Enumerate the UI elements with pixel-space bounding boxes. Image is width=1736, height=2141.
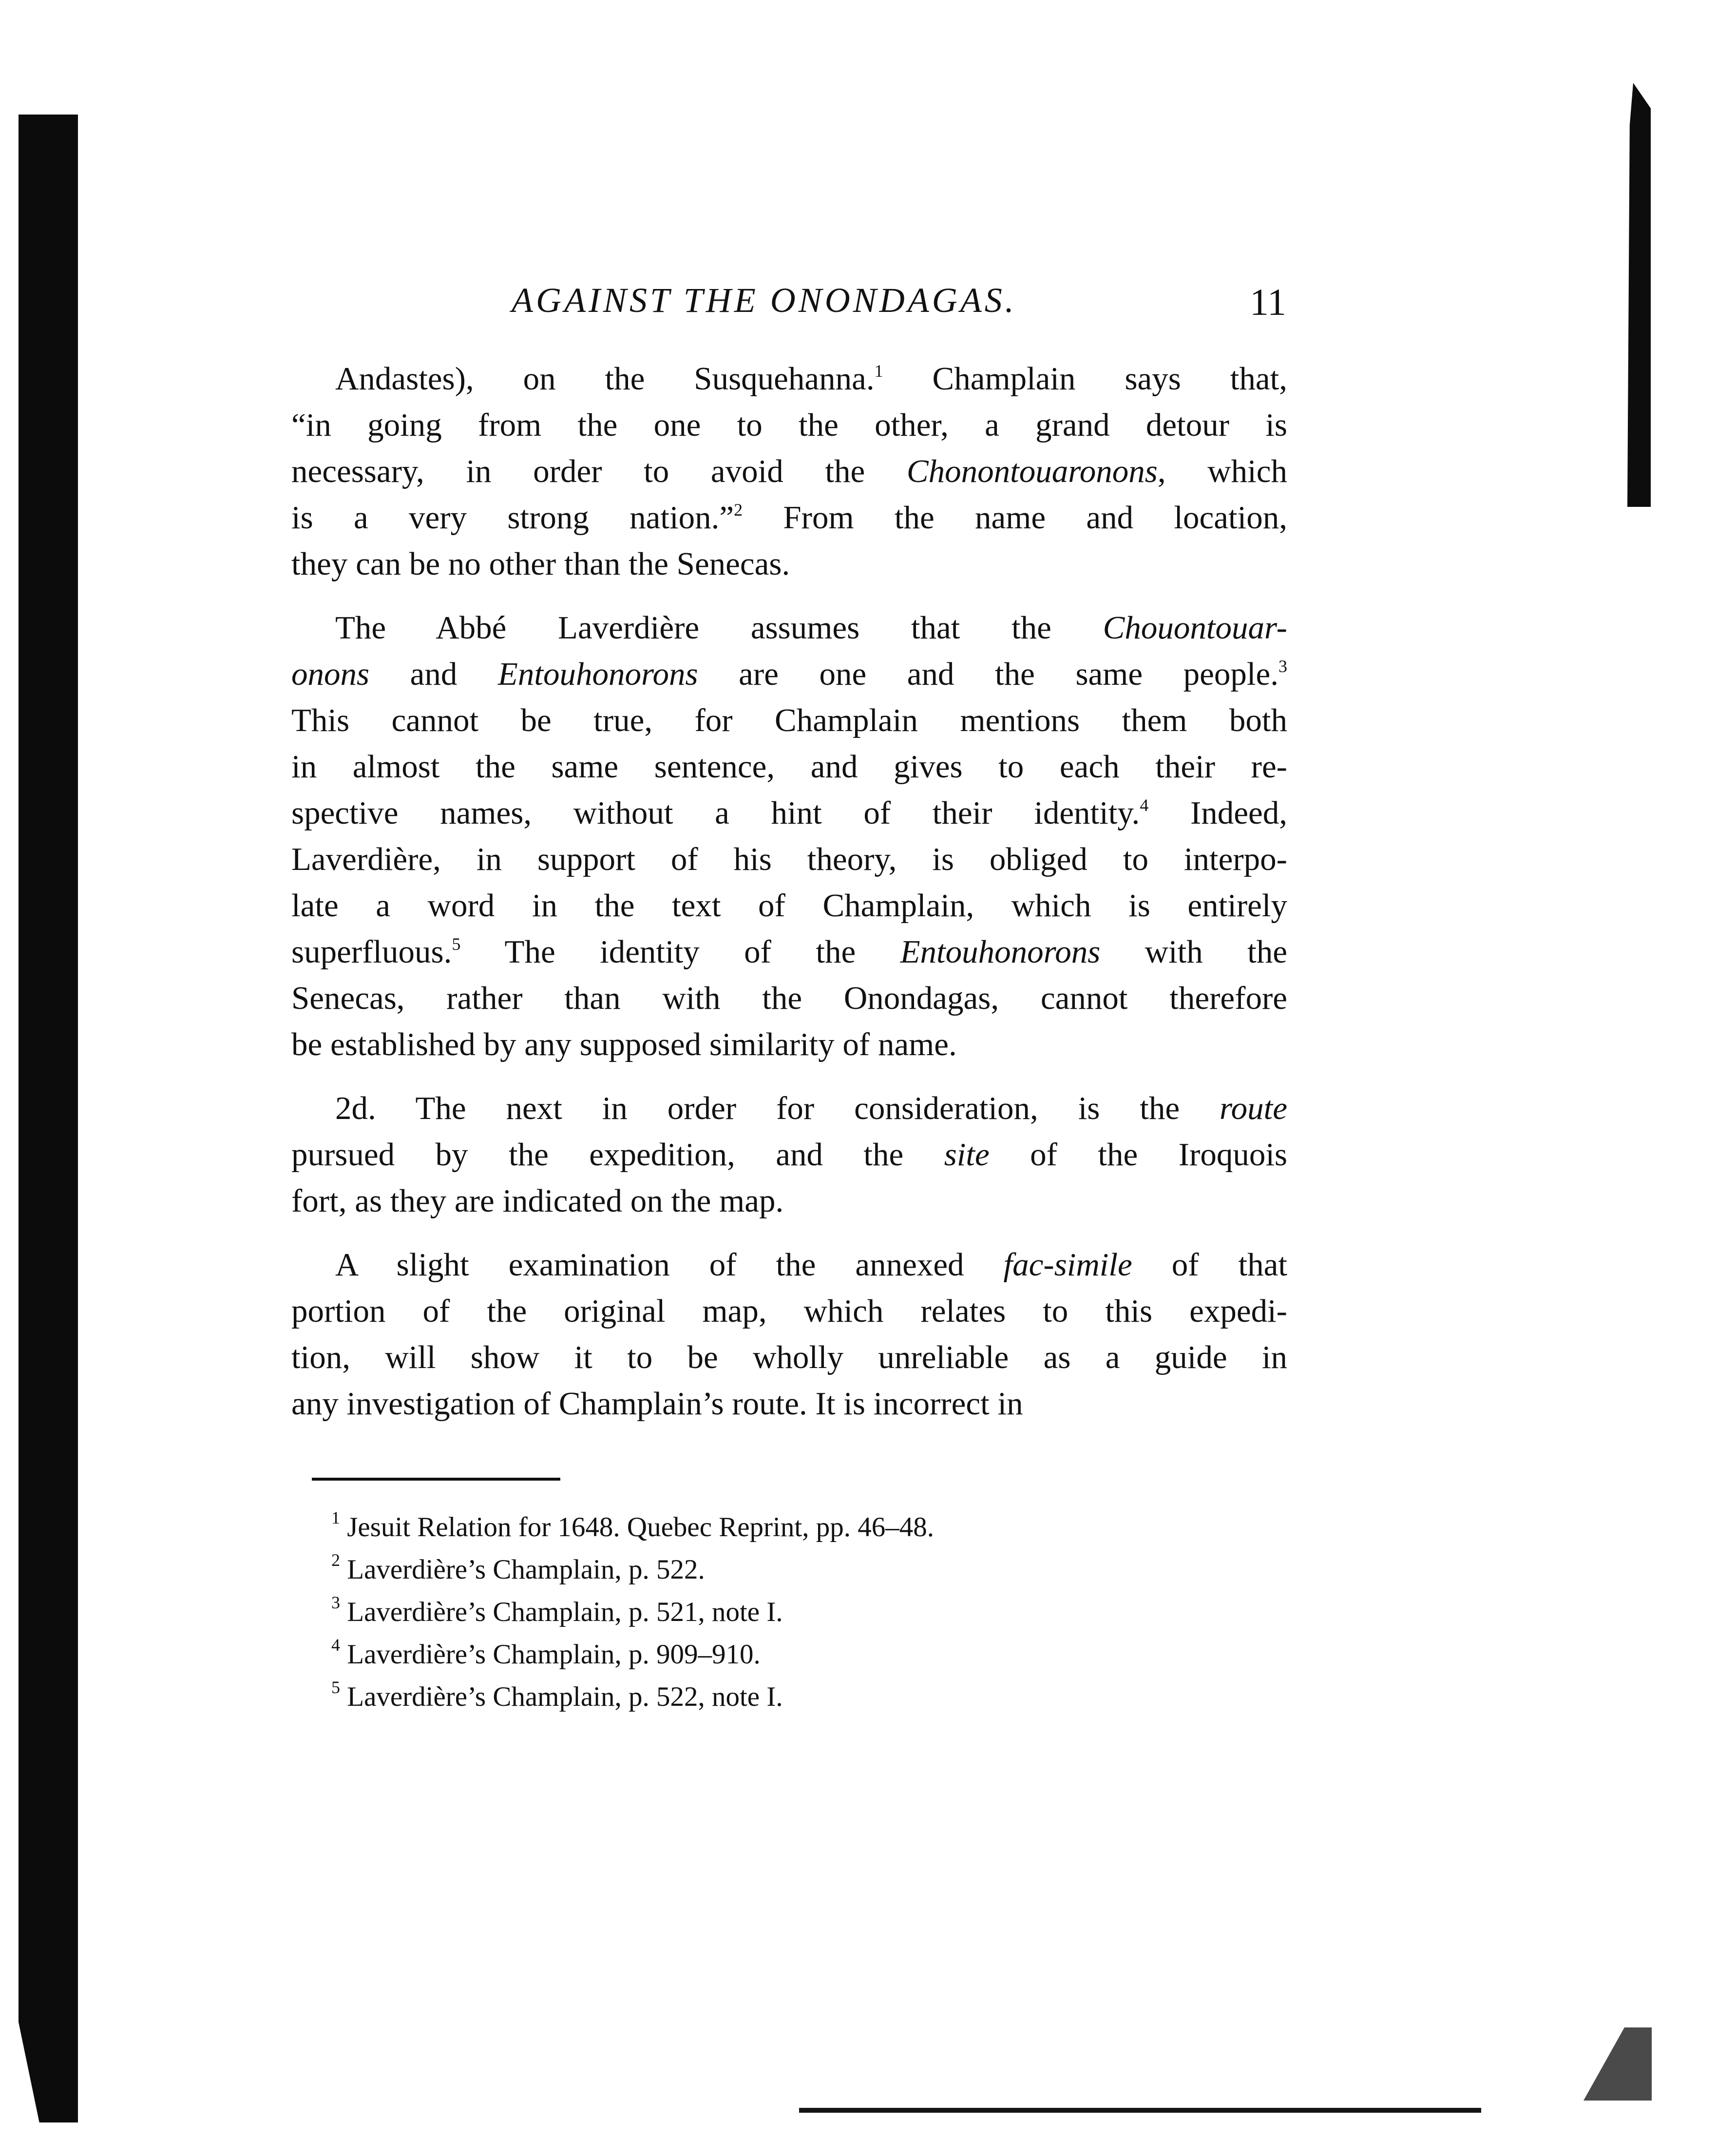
- text-run: tion, will show it to be wholly unreliable as a guide in: [291, 1339, 1287, 1375]
- page-number: 11: [1249, 281, 1286, 323]
- text-line: [291, 975, 1287, 1022]
- text-run: necessary, in order to avoid the: [291, 453, 907, 489]
- text-run: Senecas, rather than with the Onondagas, cannot therefore: [291, 980, 1287, 1016]
- text-run: any investigation of Champlain’s route. It is incorrect in: [291, 1386, 1023, 1422]
- footnote-reference: 4: [1140, 795, 1149, 815]
- footnote-text: Laverdière’s Champlain, p. 909–910.: [340, 1639, 761, 1670]
- body-text: [291, 356, 1287, 1445]
- text-run: 2d. The next in order for consideration, is the: [335, 1090, 1220, 1126]
- text-line: [291, 402, 1287, 448]
- footnote: [331, 1633, 1306, 1676]
- footnotes: [331, 1506, 1306, 1718]
- text-line: [291, 448, 1287, 495]
- footnote: [331, 1591, 1306, 1633]
- paragraph: [291, 605, 1287, 1068]
- text-line: [291, 495, 1287, 541]
- text-line: [291, 1178, 1287, 1224]
- text-run: be established by any supposed similarity of name.: [291, 1026, 957, 1062]
- text-run: From the name and location,: [743, 500, 1287, 536]
- text-run: The identity of the: [460, 934, 900, 970]
- running-title: AGAINST THE ONONDAGAS.: [512, 281, 1017, 320]
- text-line: [291, 1242, 1287, 1288]
- text-line: [291, 1132, 1287, 1178]
- italic-text: fac-simile: [1003, 1247, 1132, 1283]
- italic-text: Chonontouaronons: [906, 453, 1158, 489]
- text-run: Indeed,: [1148, 795, 1287, 831]
- page-header: [292, 280, 1286, 324]
- text-run: with the: [1100, 934, 1287, 970]
- text-line: [291, 744, 1287, 790]
- text-line: [291, 541, 1287, 587]
- text-run: Laverdière, in support of his theory, is obliged to interpo-: [291, 841, 1287, 877]
- italic-text: Entouhonorons: [900, 934, 1101, 970]
- italic-text: Chouontouar-: [1103, 610, 1287, 646]
- scan-edge-right-bottom: [1583, 2027, 1652, 2101]
- footnote: [331, 1506, 1306, 1548]
- footnote-text: Jesuit Relation for 1648. Quebec Reprint, pp. 46–48.: [340, 1512, 934, 1543]
- text-run: is a very strong nation.”: [291, 500, 734, 536]
- footnote-text: Laverdière’s Champlain, p. 522.: [340, 1554, 705, 1585]
- text-line: [291, 605, 1287, 651]
- text-run: The Abbé Laverdière assumes that the: [335, 610, 1103, 646]
- text-run: , which: [1157, 453, 1287, 489]
- text-run: in almost the same sentence, and gives to each their re-: [291, 749, 1287, 785]
- footnote-mark: 1: [331, 1508, 340, 1527]
- text-run: Andastes), on the Susquehanna.: [335, 361, 875, 397]
- text-line: [291, 1085, 1287, 1132]
- scan-edge-right: [1627, 83, 1651, 507]
- text-run: spective names, without a hint of their identity.: [291, 795, 1140, 831]
- text-line: [291, 1022, 1287, 1068]
- footnote-mark: 5: [331, 1678, 340, 1697]
- paragraph: [291, 356, 1287, 587]
- scan-bottom-rule: [799, 2108, 1481, 2113]
- footnote-text: Laverdière’s Champlain, p. 522, note I.: [340, 1681, 783, 1712]
- scan-edge-left: [19, 115, 78, 2122]
- footnote-reference: 1: [874, 361, 883, 381]
- footnote: [331, 1676, 1306, 1718]
- text-line: [291, 356, 1287, 402]
- text-line: [291, 790, 1287, 836]
- text-line: [291, 1334, 1287, 1381]
- italic-text: Entouhonorons: [497, 656, 698, 692]
- italic-text: site: [944, 1137, 990, 1173]
- text-run: and: [369, 656, 498, 692]
- text-line: [291, 651, 1287, 697]
- text-run: portion of the original map, which relates to this expedi-: [291, 1293, 1287, 1329]
- text-run: “in going from the one to the other, a grand detour is: [291, 407, 1287, 443]
- footnote-reference: 5: [452, 934, 461, 954]
- text-line: [291, 1288, 1287, 1334]
- text-line: [291, 1381, 1287, 1427]
- paragraph: [291, 1242, 1287, 1427]
- text-run: fort, as they are indicated on the map.: [291, 1183, 784, 1219]
- text-run: are one and the same people.: [698, 656, 1278, 692]
- footnote-mark: 3: [331, 1593, 340, 1612]
- footnote-text: Laverdière’s Champlain, p. 521, note I.: [340, 1597, 783, 1627]
- footnote-mark: 2: [331, 1550, 340, 1570]
- footnote-reference: 2: [734, 500, 743, 520]
- text-run: of the Iroquois: [989, 1137, 1288, 1173]
- text-line: [291, 697, 1287, 744]
- italic-text: route: [1220, 1090, 1287, 1126]
- text-line: [291, 836, 1287, 883]
- footnote: [331, 1548, 1306, 1591]
- footnote-rule: [312, 1478, 560, 1481]
- text-line: [291, 883, 1287, 929]
- text-run: pursued by the expedition, and the: [291, 1137, 944, 1173]
- paragraph: [291, 1085, 1287, 1224]
- text-run: This cannot be true, for Champlain mentions them both: [291, 702, 1287, 738]
- text-run: of that: [1132, 1247, 1288, 1283]
- footnote-reference: 3: [1278, 656, 1287, 676]
- text-line: [291, 929, 1287, 975]
- text-run: Champlain says that,: [883, 361, 1287, 397]
- text-run: A slight examination of the annexed: [335, 1247, 1004, 1283]
- text-run: they can be no other than the Senecas.: [291, 546, 790, 582]
- footnote-mark: 4: [331, 1635, 340, 1655]
- text-run: superfluous.: [291, 934, 452, 970]
- text-run: late a word in the text of Champlain, which is entirely: [291, 887, 1287, 924]
- italic-text: onons: [291, 656, 370, 692]
